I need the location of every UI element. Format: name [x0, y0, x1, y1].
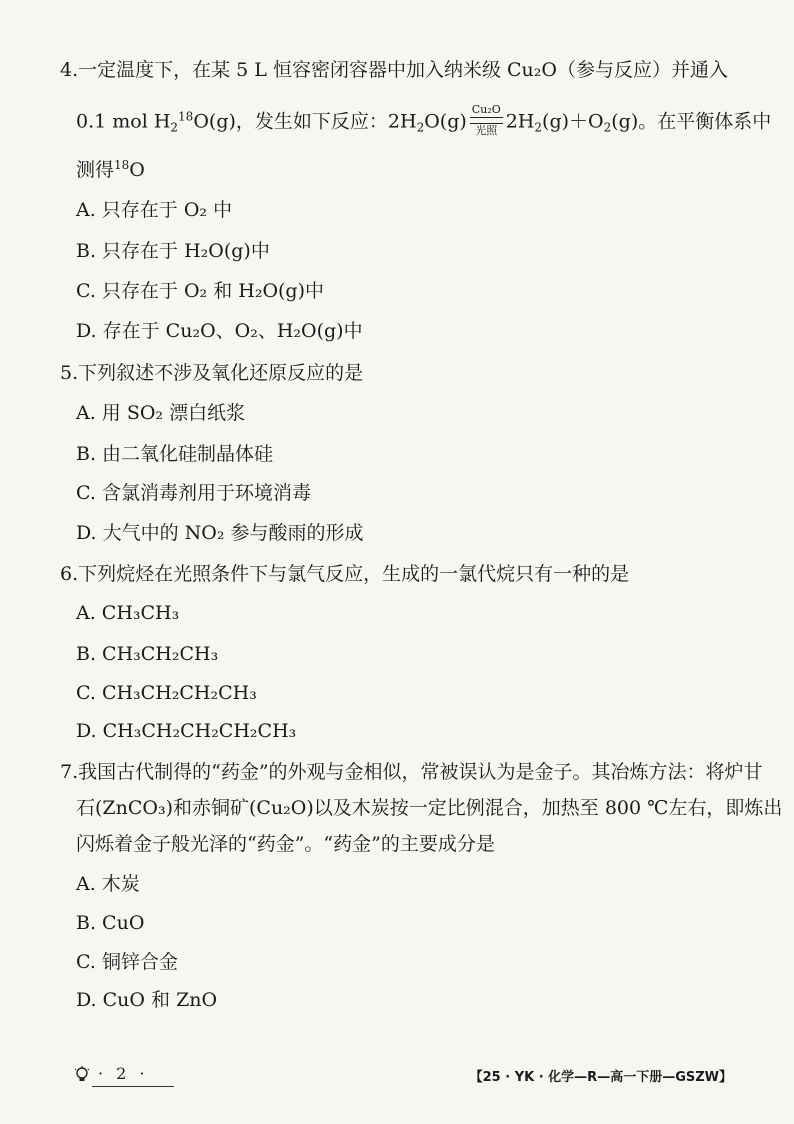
q7-option-b: B. CuO	[76, 912, 145, 934]
q7-stem-line3: 闪烁着金子般光泽的“药金”。“药金”的主要成分是	[76, 833, 495, 855]
q6-stem: 6.下列烷烃在光照条件下与氯气反应，生成的一氯代烷只有一种的是	[60, 563, 630, 585]
page-number-underline	[92, 1086, 174, 1087]
q4-option-c: C. 只存在于 O₂ 和 H₂O(g)中	[76, 280, 325, 302]
q6-option-a: A. CH₃CH₃	[76, 602, 180, 624]
page-number: · 2 ·	[98, 1064, 149, 1083]
q6-option-b: B. CH₃CH₂CH₃	[76, 643, 219, 665]
q4-stem-line2: 0.1 mol $H_2^{18}O(g)$，发生如下反应：$2H_2O(g)$ Cu₂O 光照 $2H_2(g)+O_2(g)$。在平衡体系中	[76, 103, 772, 137]
q4-stem-line1: 4.一定温度下，在某 5 L 恒容密闭容器中加入纳米级 Cu₂O（参与反应）并通入	[60, 59, 728, 81]
q4-option-d: D. 存在于 Cu₂O、O₂、H₂O(g)中	[76, 320, 363, 342]
q7-option-d: D. CuO 和 ZnO	[76, 989, 218, 1011]
q5-option-a: A. 用 SO₂ 漂白纸浆	[76, 402, 246, 424]
page-number-block	[74, 1064, 174, 1088]
q5-option-c: C. 含氯消毒剂用于环境消毒	[76, 482, 311, 504]
q7-option-a: A. 木炭	[76, 873, 140, 895]
q7-stem-line1: 7.我国古代制得的“药金”的外观与金相似，常被误认为是金子。其冶炼方法：将炉甘	[60, 761, 763, 783]
q4-option-a: A. 只存在于 O₂ 中	[76, 199, 233, 221]
q7-option-c: C. 铜锌合金	[76, 951, 178, 973]
reaction-condition: Cu₂O 光照	[471, 103, 501, 137]
bulb-icon	[74, 1066, 90, 1088]
q5-option-b: B. 由二氧化硅制晶体硅	[76, 443, 274, 465]
q7-stem-line2: 石(ZnCO₃)和赤铜矿(Cu₂O)以及木炭按一定比例混合，加热至 800 ℃左右，即炼出	[76, 797, 783, 819]
exam-code: 【25 · YK · 化学—R—高一下册—GSZW】	[469, 1070, 732, 1085]
q4-option-b: B. 只存在于 H₂O(g)中	[76, 240, 270, 262]
q6-option-d: D. CH₃CH₂CH₂CH₂CH₃	[76, 720, 297, 742]
q6-option-c: C. CH₃CH₂CH₂CH₃	[76, 682, 257, 704]
q5-option-d: D. 大气中的 NO₂ 参与酸雨的形成	[76, 522, 364, 544]
q5-stem: 5.下列叙述不涉及氧化还原反应的是	[60, 362, 364, 384]
q4-stem-line3: 测得$^{18}$O	[76, 158, 145, 181]
